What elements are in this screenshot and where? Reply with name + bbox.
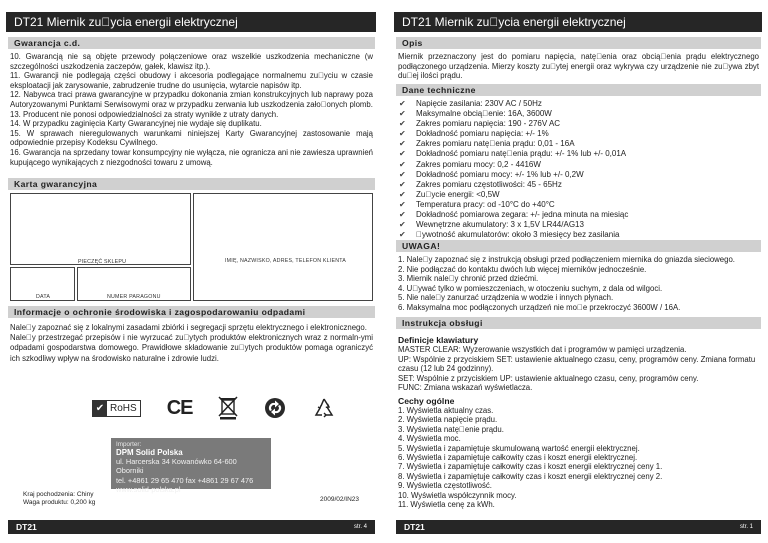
spec-item: ✔ Dokładność pomiaru natę enia prądu: +/- 1% lub +/- 0,01A [399,149,627,159]
spec-item: ✔ Dokładność pomiarowa zegara: +/- jedna minuta na miesiąc [399,210,629,220]
environment-heading: Informacje o ochronie środowiska i zagospodarowaniu odpadami [8,306,375,318]
warning-heading: UWAGA! [396,240,761,252]
importer-box [111,438,271,495]
feature-item: 1. Wyświetla aktualny czas. [398,406,494,415]
key-definition: UP: Wspólnie z przyciskiem SET: ustawienie aktualnego czasu, ceny, programów ceny. Zmiana formatu czasu (12 lub 24 godzinny). [398,354,756,374]
checkmark-icon: ✔ [399,149,406,159]
warning-list [398,255,759,313]
warranty-term-14: 14. W przypadku zaginięcia Karty Gwarancyjnej nie wydaje się duplikatu. [10,119,262,129]
checkmark-icon: ✔ [399,210,406,220]
spec-item: ✔ Zakres pomiaru napięcia: 190 - 276V AC [399,119,561,129]
spec-item: ✔ Wewnętrzne akumulatory: 3 x 1,5V LR44/AG13 [399,220,584,230]
spec-item: ✔ Maksymalne obcią enie: 16A, 3600W [399,109,552,119]
environment-paragraph-2: Nale y przestrzegać przepisów i nie wyrzucać zu ytych produktów elektronicznych wraz z normaln-ymi odpadami gospodarstwa domowego. Prawidłowe składowanie zu ytych produktów pomaga ograniczyć ich szkodliwy wpływ na środowisko naturalne i zdrowie ludzi. [10,333,373,363]
spec-item: ✔ Zakres pomiaru częstotliwości: 45 - 65Hz [399,179,562,189]
importer-label: Importer: [116,441,142,448]
recycle-icon [312,397,336,419]
keyboard-definitions-heading: Definicje klawiatury [398,335,479,345]
compliance-icons [92,396,336,420]
checkmark-icon: ✔ [399,99,406,108]
description-heading: Opis [396,37,761,49]
warning-item: 4. U ywać tylko w pomieszczeniach, w otoczeniu suchym, z dala od wilgoci. [398,283,663,293]
spec-item: ✔ Temperatura pracy: od -10°C do +40°C [399,199,555,209]
checkmark-icon: ✔ [399,189,406,199]
rohs-badge [92,400,141,417]
checkmark-icon: ✔ [399,109,406,119]
warranty-term-16: 16. Gwarancja na sprzedany towar konsumpcyjny nie wyłącza, nie ogranicza ani nie zawiesza uprawnień kupującego wynikających z niezgodności towaru z umową. [10,147,373,167]
document-code: 2009/02/IN23 [320,496,360,503]
environment-text [10,323,373,364]
warning-item: 6. Maksymalna moc podłączonych urządzeń nie mo e przekroczyć 3600W / 16A. [398,302,681,312]
right-page-footer [396,520,761,534]
checkmark-icon: ✔ [399,220,406,230]
key-definition: SET: Wspólnie z przyciskiem UP: ustawienie aktualnego czasu, ceny, programów ceny. [398,373,699,383]
check-icon: ✔ [93,401,107,416]
checkmark-icon: ✔ [399,159,406,169]
ce-mark-icon: CE [166,396,193,419]
date-label: DATA [36,294,51,300]
footer-page-number: str. 1 [739,524,753,530]
spec-item: ✔ Dokładność pomiaru napięcia: +/- 1% [399,129,549,139]
warranty-term-11: 11. Gwarancji nie podlegają części obudowy i akcesoria podlegające normalnemu zu yciu w czasie eksploatacji jak zarysowanie, zabrudzenie trudne do usunięcia, wytarcie napisów itp. [10,71,373,90]
product-weight: Waga produktu: 0,200 kg [23,499,96,506]
warranty-term-15: 15. W sprawach nieregulowanych warunkami niniejszej Karty Gwarancyjnej zastosowanie mają odpowiednie przepisy Kodeksu Cywilnego. [10,128,373,148]
spec-item: ✔ Napięcie zasilania: 230V AC / 50Hz [399,99,542,108]
importer-website: www.solid-polska.pl [116,485,181,495]
warranty-term-13: 13. Producent nie ponosi odpowiedzialności za straty wynikłe z utraty danych. [10,109,279,119]
warning-item: 3. Miernik nale y chronić przed dziećmi. [398,274,539,284]
product-origin: Kraj pochodzenia: Chiny [23,491,94,498]
feature-item: 4. Wyświetla moc. [398,434,461,444]
checkmark-icon: ✔ [399,199,406,209]
green-dot-icon [264,397,286,419]
warranty-continued-heading: Gwarancja c.d. [8,37,375,49]
warranty-terms [10,52,373,167]
left-page-footer [8,520,375,534]
feature-item: 9. Wyświetla częstotliwość. [398,481,492,491]
specs-list [396,99,761,240]
feature-item: 8. Wyświetla i zapamiętuje całkowity czas i koszt energii elektrycznej ceny 2. [398,471,663,481]
key-definition: FUNC: Zmiana wskazań wyświetlacza. [398,383,533,393]
spec-item: ✔ Zakres pomiaru mocy: 0,2 - 4416W [399,159,541,169]
feature-item: 2. Wyświetla napięcie prądu. [398,415,498,425]
footer-brand: DT21 [16,522,37,532]
importer-name: DPM Solid Polska [116,448,183,457]
specs-heading: Dane techniczne [396,84,761,96]
spec-item: ✔  ywotność akumulatorów: około 3 miesięcy bez zasilania [399,230,620,240]
right-page [384,0,768,543]
warranty-term-10: 10. Gwarancją nie są objęte przewody połączeniowe oraz wszelkie uszkodzenia mechaniczne (w szczególności uszkodzenia zaczepów, gałek, klawisz itp.). [10,52,373,71]
left-page-title: DT21 Miernik zu ycia energii elektrycznej [6,12,376,32]
instructions-heading: Instrukcja obsługi [396,317,761,329]
spec-item: ✔ Zakres pomiaru natę enia prądu: 0,01 - 16A [399,139,575,149]
warning-item: 1. Nale y zapoznać się z instrukcją obsługi przed podłączeniem miernika do gniazda sieciowego. [398,255,735,264]
client-data-label: IMIĘ, NAZWISKO, ADRES, TELEFON KLIENTA [225,258,347,264]
feature-item: 7. Wyświetla i zapamiętuje całkowity czas i koszt energii elektrycznej ceny 1. [398,462,663,472]
spec-item: ✔ Dokładność pomiaru mocy: +/- 1% lub +/- 0,2W [399,169,584,179]
feature-item: 10. Wyświetla współczynnik mocy. [398,490,517,500]
footer-page-number: str. 4 [353,524,367,530]
client-data-box [193,193,373,301]
rohs-label: RoHS [110,402,137,414]
checkmark-icon: ✔ [399,230,406,240]
importer-address: ul. Harcerska 34 Kowanówko 64-600 Oborniki [116,457,237,476]
key-definition: MASTER CLEAR: Wyzerowanie wszystkich dat i programów w pamięci urządzenia. [398,345,687,354]
keyboard-definitions [398,335,759,393]
description-text: Miernik przeznaczony jest do pomiaru napięcia, natę enia oraz obcią enia prądu elektrycznego podłączonego urządzenia. Mierzy koszty zu ytej energii oraz wykrywa czy urządzenie nie zu ywa zbyt du ej ilości prądu. [398,52,759,81]
shop-stamp-box [10,193,191,265]
waste-bin-icon [218,396,238,420]
spec-item: ✔ Zu ycie energii: <0,5W [399,189,500,199]
importer-phone: tel. +4861 29 65 470 fax +4861 29 67 476 [116,475,254,485]
checkmark-icon: ✔ [399,169,406,179]
warning-item: 5. Nie nale y zanurzać urządzenia w wodzie i innych płynach. [398,293,614,303]
shop-stamp-label: PIECZĘĆ SKLEPU [78,259,127,265]
warranty-term-12: 12. Nabywca traci prawa gwarancyjne w przypadku dokonania zmian konstrukcyjnych lub naprawy poza Autoryzowanymi Punktami Serwisowymi oraz w przypadku zerwania lub uszkodzenia zało onych plomb. [10,90,373,109]
warning-item: 2. Nie podłączać do kontaktu dwóch lub więcej mierników jednocześnie. [398,264,647,274]
right-page-title: DT21 Miernik zu ycia energii elektrycznej [394,12,762,32]
feature-item: 6. Wyświetla i zapamiętuje całkowity czas i koszt energii elektrycznej. [398,453,638,463]
checkmark-icon: ✔ [399,129,406,139]
checkmark-icon: ✔ [399,119,406,129]
checkmark-icon: ✔ [399,179,406,189]
general-features [398,396,759,509]
receipt-number-label: NUMER PARAGONU [107,294,161,300]
footer-brand: DT21 [404,522,425,532]
feature-item: 3. Wyświetla natę enie prądu. [398,424,504,434]
feature-item: 5. Wyświetla i zapamiętuje skumulowaną wartość energii elektrycznej. [398,443,640,453]
checkmark-icon: ✔ [399,139,406,149]
environment-paragraph-1: Nale y zapoznać się z lokalnymi zasadami zbiórki i segregacji sprzętu elektrycznego i elektronicznego. [10,323,367,332]
warranty-card-heading: Karta gwarancyjna [8,178,375,190]
general-features-heading: Cechy ogólne [398,396,455,406]
feature-item: 11. Wyświetla cenę za kWh. [398,500,495,510]
